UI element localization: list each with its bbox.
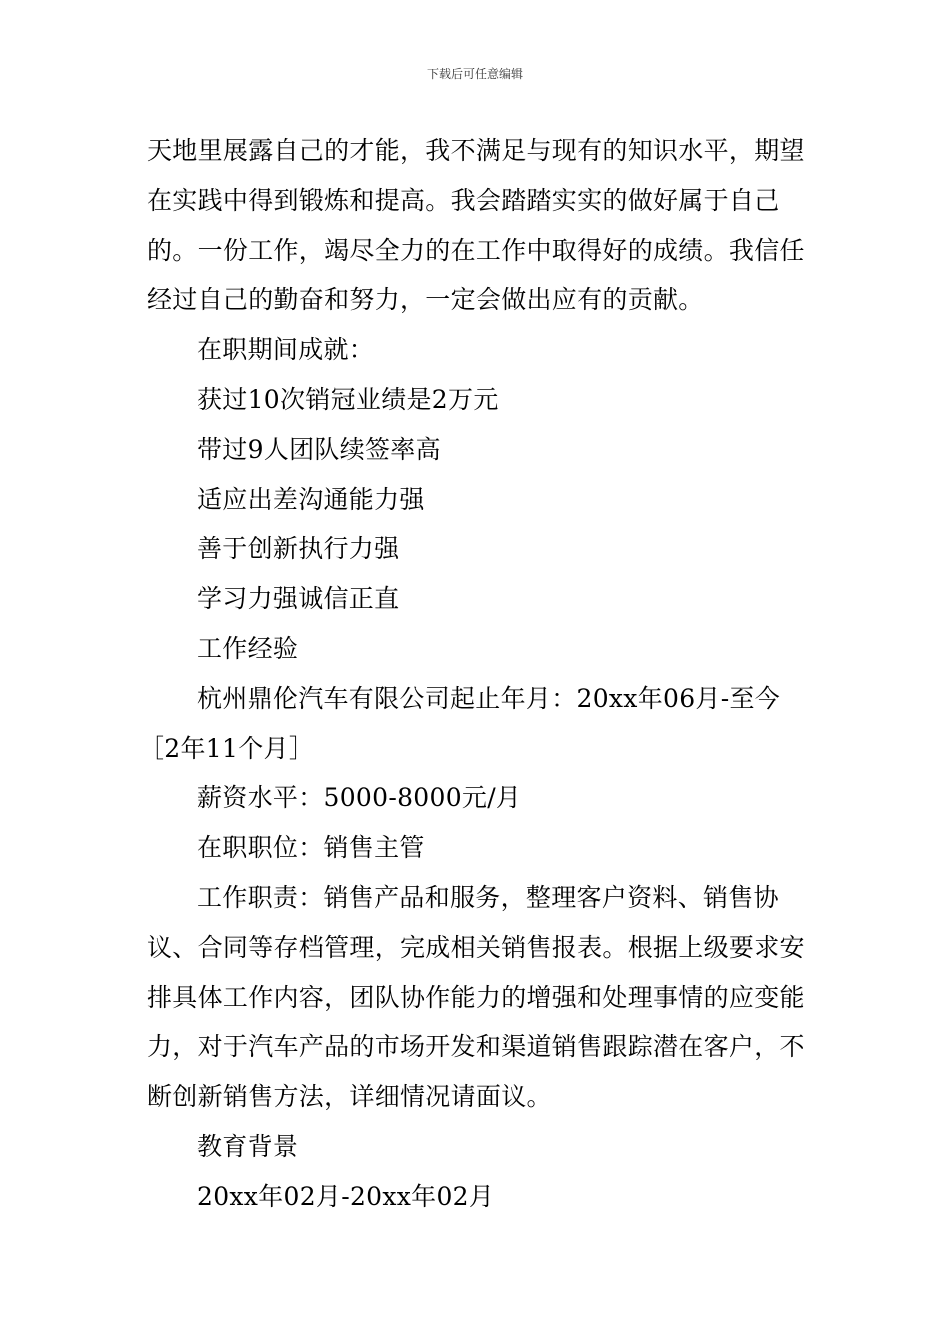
intro-paragraph: 天地里展露自己的才能，我不满足与现有的知识水平，期望在实践中得到锻炼和提高。我会踏踏实实的做好属于自己的。一份工作，竭尽全力的在工作中取得好的成绩。我信任经过自己的勤奋和努力，一定会做出应有的贡献。	[147, 136, 805, 315]
page-header: 下载后可任意编辑	[426, 67, 523, 81]
duration-line: ［2年11个月］	[139, 733, 315, 763]
company-line: 杭州鼎伦汽车有限公司起止年月：20xx年06月-至今	[197, 683, 781, 713]
education-dates: 20xx年02月-20xx年02月	[197, 1181, 495, 1211]
achievement-item: 带过9人团队续签率高	[197, 434, 441, 464]
achievement-item: 适应出差沟通能力强	[197, 484, 425, 514]
duties-paragraph: 工作职责：销售产品和服务，整理客户资料、销售协议、合同等存档管理，完成相关销售报表。根据上级要求安排具体工作内容，团队协作能力的增强和处理事情的应变能力，对于汽车产品的市场开发和渠道销售跟踪潜在客户，不断创新销售方法，详细情况请面议。	[147, 882, 805, 1112]
position-line: 在职职位：销售主管	[197, 833, 425, 863]
document-body	[139, 126, 807, 1222]
education-title: 教育背景	[197, 1131, 299, 1161]
achievement-item: 善于创新执行力强	[197, 534, 400, 564]
salary-line: 薪资水平：5000-8000元/月	[197, 783, 522, 813]
experience-title: 工作经验	[197, 633, 299, 663]
achievement-item: 获过10次销冠业绩是2万元	[197, 384, 499, 414]
achievements-title: 在职期间成就：	[197, 335, 375, 365]
achievement-item: 学习力强诚信正直	[197, 584, 400, 614]
